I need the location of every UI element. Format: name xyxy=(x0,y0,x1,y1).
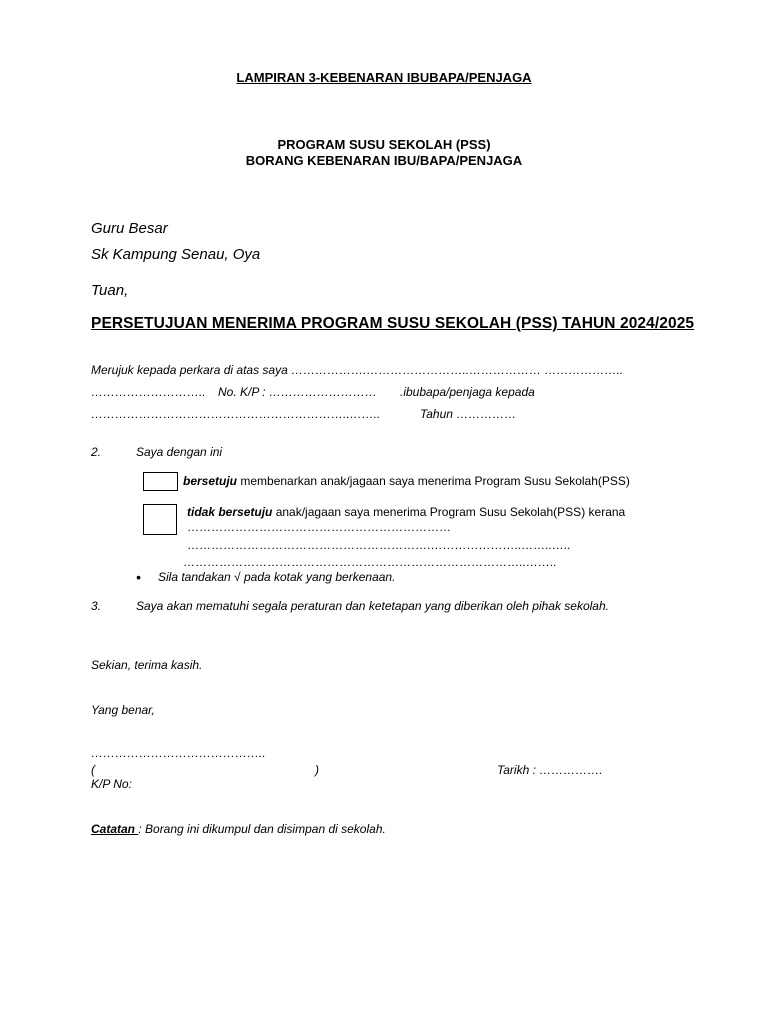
bullet-dot: • xyxy=(136,569,141,585)
name-paren-close: ) xyxy=(315,763,319,777)
closing-yours: Yang benar, xyxy=(91,703,155,717)
agree-option-rest: membenarkan anak/jagaan saya menerima Program Susu Sekolah(PSS) xyxy=(237,474,630,488)
subject-heading: PERSETUJUAN MENERIMA PROGRAM SUSU SEKOLAH (PSS) TAHUN 2024/2025 xyxy=(91,315,695,332)
item2-text: Saya dengan ini xyxy=(136,445,223,459)
disagree-checkbox[interactable] xyxy=(143,504,177,535)
para1-line2-dots: ……………………….. xyxy=(91,385,206,399)
item3-text: Saya akan mematuhi segala peraturan dan ketetapan yang diberikan oleh pihak sekolah. xyxy=(136,599,609,613)
tarikh-field: Tarikh : ……………. xyxy=(497,763,603,777)
item2-number: 2. xyxy=(91,445,102,459)
program-title-line1: PROGRAM SUSU SEKOLAH (PSS) xyxy=(277,137,491,152)
note-label: Catatan xyxy=(91,822,139,836)
name-paren-open: ( xyxy=(91,763,95,777)
reason-dots-line3: …………………………………………………………………………..…….. xyxy=(183,555,557,569)
disagree-option-rest: anak/jagaan saya menerima Program Susu Sekolah(PSS) kerana xyxy=(272,505,626,519)
agree-option-text xyxy=(183,474,630,488)
closing-thanks: Sekian, terima kasih. xyxy=(91,658,203,672)
agree-checkbox[interactable] xyxy=(143,472,178,491)
bullet-instruction: Sila tandakan √ pada kotak yang berkenaan. xyxy=(158,570,396,584)
kp-field: K/P No: xyxy=(91,777,132,791)
agree-option-bold: bersetuju xyxy=(183,474,238,488)
reason-dots-line1: ………………………………………………………… xyxy=(187,520,451,534)
para1-tahun-field: Tahun …………… xyxy=(420,407,517,421)
para1-line3-dots: ………………………………………………………..…….. xyxy=(91,407,381,421)
note xyxy=(91,822,386,836)
addressee-line2: Sk Kampung Senau, Oya xyxy=(91,246,261,263)
disagree-option-bold: tidak bersetuju xyxy=(187,505,273,519)
para1-kp-field: No. K/P : ……………………… xyxy=(218,385,377,399)
note-text: : Borang ini dikumpul dan disimpan di sekolah. xyxy=(138,822,386,836)
para1-ibubapa-text: .ibubapa/penjaga kepada xyxy=(400,385,535,399)
reason-dots-line2: …………………………………………………….…………………..……..….. xyxy=(187,538,571,552)
program-title-line2: BORANG KEBENARAN IBU/BAPA/PENJAGA xyxy=(245,153,523,168)
item3-number: 3. xyxy=(91,599,102,613)
addressee-line1: Guru Besar xyxy=(91,220,168,237)
para1-line1: Merujuk kepada perkara di atas saya ……………….……………………..……………… ……………….. xyxy=(91,363,624,377)
disagree-option-text xyxy=(187,505,625,519)
signature-line: …………………………………….. xyxy=(91,746,266,760)
salutation: Tuan, xyxy=(91,282,129,299)
lampiran-title: LAMPIRAN 3-KEBENARAN IBUBAPA/PENJAGA xyxy=(236,70,532,85)
